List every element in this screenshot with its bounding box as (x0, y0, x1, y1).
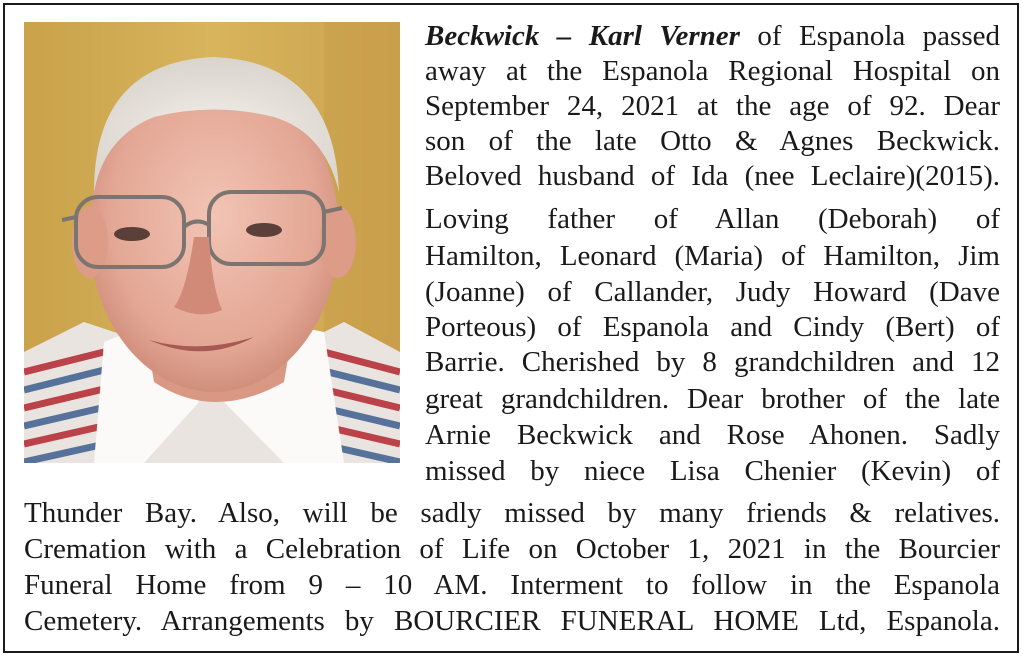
text-line-12: Arnie Beckwick and Rose Ahonen. Sadly (425, 419, 1000, 451)
text-line-4: son of the late Otto & Agnes Beckwick. (425, 125, 1000, 157)
text-line-6: Loving father of Allan (Deborah) of (425, 203, 1000, 235)
text-line-1 (425, 20, 1000, 53)
text-line-9: Porteous) of Espanola and Cindy (Bert) of (425, 311, 1000, 343)
text-line-14: Thunder Bay. Also, will be sadly missed by many friends & relatives. (24, 497, 1000, 529)
portrait-photo (24, 22, 400, 463)
text-line-1-rest: of Espanola passed (739, 20, 1000, 52)
text-line-8: (Joanne) of Callander, Judy Howard (Dave (425, 276, 1000, 308)
text-line-11: great grandchildren. Dear brother of the late (425, 383, 1000, 415)
text-line-5: Beloved husband of Ida (nee Leclaire)(2015). (425, 160, 1000, 192)
text-line-3: September 24, 2021 at the age of 92. Dear (425, 90, 1000, 122)
text-line-16: Funeral Home from 9 – 10 AM. Interment to follow in the Espanola (24, 569, 1000, 601)
text-line-7: Hamilton, Leonard (Maria) of Hamilton, Jim (425, 240, 1000, 272)
deceased-name: Beckwick – Karl Verner (425, 20, 740, 52)
text-line-2: away at the Espanola Regional Hospital on (425, 55, 1000, 87)
text-line-10: Barrie. Cherished by 8 grandchildren and 12 (425, 346, 1000, 378)
text-line-17: Cemetery. Arrangements by BOURCIER FUNERAL HOME Ltd, Espanola. (24, 605, 1000, 637)
text-line-15: Cremation with a Celebration of Life on October 1, 2021 in the Bourcier (24, 533, 1000, 565)
text-line-13: missed by niece Lisa Chenier (Kevin) of (425, 455, 1000, 487)
